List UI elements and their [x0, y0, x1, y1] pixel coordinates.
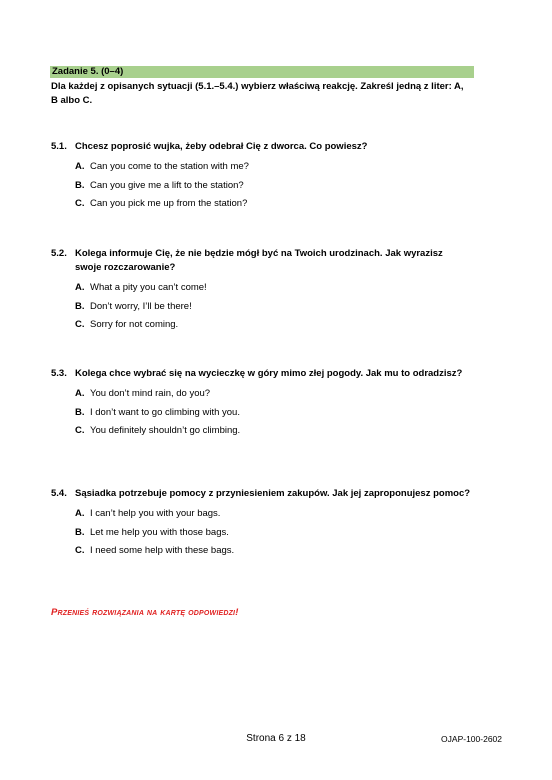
question-5-4 [51, 487, 471, 561]
exam-code: OJAP-100-2602 [441, 734, 502, 744]
question-text: Chcesz poprosić wujka, żeby odebrał Cię z dworca. Co powiesz? [75, 141, 368, 152]
answer-option-c[interactable] [75, 422, 471, 441]
option-letter: B. [75, 406, 85, 418]
option-text: You definitely shouldn’t go climbing. [90, 425, 241, 436]
option-letter: A. [75, 161, 85, 172]
question-number: 5.2. [51, 248, 67, 259]
option-letter: C. [75, 319, 85, 330]
answer-option-b[interactable] [75, 404, 471, 423]
question-text: Kolega chce wybrać się na wycieczkę w góry mimo złej pogody. Jak mu to odradzisz? [75, 368, 463, 379]
task-header: Zadanie 5. (0–4) [50, 66, 474, 78]
question-text: Kolega informuje Cię, że nie będzie mógł być na Twoich urodzinach. Jak wyrazisz swoje rozczarowanie? [75, 248, 443, 273]
question-text: Sąsiadka potrzebuje pomocy z przyniesieniem zakupów. Jak jej zaproponujesz pomoc? [75, 488, 471, 499]
option-letter: A. [75, 282, 85, 293]
option-letter: B. [75, 526, 85, 538]
option-letter: C. [75, 198, 85, 209]
option-text: Can you come to the station with me? [90, 161, 249, 172]
answer-option-c[interactable] [75, 195, 471, 214]
transfer-answers-note: Przenieś rozwiązania na kartę odpowiedzi! [51, 607, 239, 618]
answer-option-b[interactable] [75, 298, 471, 317]
answer-option-c[interactable] [75, 542, 471, 561]
option-text: Can you pick me up from the station? [90, 198, 248, 209]
question-number: 5.3. [51, 368, 67, 379]
question-number: 5.4. [51, 488, 67, 499]
option-text: I need some help with these bags. [90, 545, 235, 556]
option-text: Let me help you with those bags. [90, 526, 229, 538]
option-letter: C. [75, 425, 85, 436]
answer-option-a[interactable] [75, 158, 471, 177]
option-letter: B. [75, 300, 85, 312]
answer-option-b[interactable] [75, 177, 471, 196]
question-5-3 [51, 367, 471, 441]
option-text: Sorry for not coming. [90, 319, 179, 330]
answer-option-c[interactable] [75, 316, 471, 335]
option-letter: C. [75, 545, 85, 556]
question-5-2 [51, 247, 471, 335]
option-letter: B. [75, 179, 85, 191]
option-text: Don’t worry, I’ll be there! [90, 300, 192, 312]
answer-option-a[interactable] [75, 505, 471, 524]
task-instruction: Dla każdej z opisanych sytuacji (5.1.–5.4.) wybierz właściwą reakcję. Zakreśl jedną z liter: A, B albo C. [51, 81, 464, 106]
option-letter: A. [75, 508, 85, 519]
answer-option-a[interactable] [75, 385, 471, 404]
option-text: Can you give me a lift to the station? [90, 179, 244, 191]
answer-option-b[interactable] [75, 524, 471, 543]
option-text: I can’t help you with your bags. [90, 508, 221, 519]
option-text: What a pity you can’t come! [90, 282, 207, 293]
page-number: Strona 6 z 18 [246, 733, 306, 744]
option-text: I don’t want to go climbing with you. [90, 406, 240, 418]
option-text: You don’t mind rain, do you? [90, 388, 211, 399]
answer-option-a[interactable] [75, 279, 471, 298]
question-number: 5.1. [51, 141, 67, 152]
option-letter: A. [75, 388, 85, 399]
question-5-1 [51, 140, 471, 214]
